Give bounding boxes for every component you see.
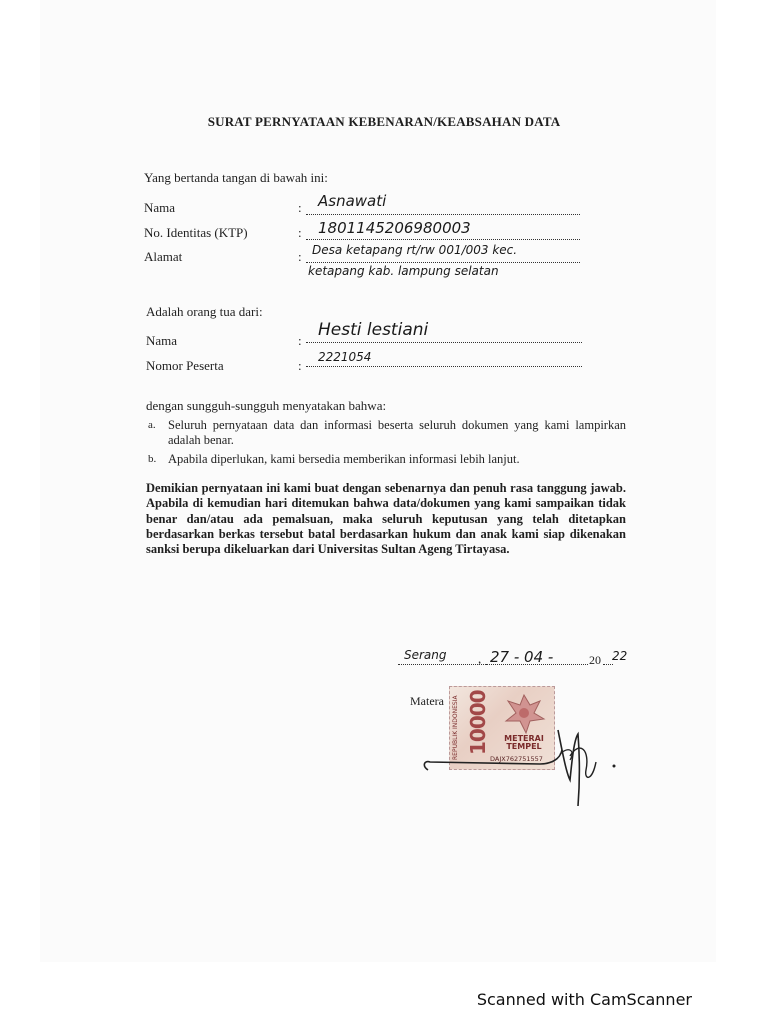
stamp-serial: DAJX762751557 (490, 755, 543, 763)
list-item-text: Apabila diperlukan, kami bersedia memberikan informasi lebih lanjut. (168, 452, 520, 466)
date-year-suffix: 22 (612, 649, 628, 663)
student-number-line (306, 366, 582, 367)
signer-name-line (306, 214, 580, 215)
stamp-kind-line1: METERAI (504, 734, 544, 743)
signer-name-label: Nama (144, 200, 176, 215)
signer-id-line (306, 239, 580, 240)
list-item (148, 452, 626, 467)
colon: : (298, 249, 302, 264)
date-daymonth-value: 27 - 04 - (490, 648, 554, 666)
student-name-line (306, 342, 582, 343)
student-number-label: Nomor Peserta (146, 358, 224, 373)
camscanner-watermark: Scanned with CamScanner (476, 990, 692, 1009)
stamp-label: Matera (410, 694, 444, 708)
stamp-value: 10000 (466, 690, 490, 755)
colon: : (298, 358, 302, 373)
signer-address-value-line2: ketapang kab. lampung selatan (308, 264, 499, 278)
colon: : (298, 200, 302, 215)
stamp-kind-line2: TEMPEL (506, 742, 542, 751)
signature-image (420, 700, 620, 810)
parent-of-text: Adalah orang tua dari: (146, 304, 263, 319)
date-year-prefix: 20 (589, 653, 601, 667)
colon: : (298, 225, 302, 240)
student-name-label: Nama (146, 333, 178, 348)
list-marker: a. (148, 419, 156, 431)
stamp-country: REPUBLIK INDONESIA (452, 695, 459, 761)
intro-text: Yang bertanda tangan di bawah ini: (144, 170, 328, 185)
list-marker: b. (148, 453, 157, 465)
signer-address-line (306, 262, 580, 263)
student-number-value: 2221054 (318, 350, 372, 364)
date-comma: , (478, 651, 482, 666)
colon: : (298, 333, 302, 348)
list-item (148, 418, 626, 448)
signer-id-value: 1801145206980003 (318, 219, 471, 237)
declaration-paragraph: Demikian pernyataan ini kami buat dengan sebenarnya dan penuh rasa tanggung jawab. Apabila di kemudian hari ditemukan bahwa data/dokumen yang kami sampaikan tidak benar dan/atau ada pemalsuan, maka seluruh keputusan yang telah ditetapkan berdasarkan berkas tersebut batal berdasarkan hukum dan anak kami siap dikenakan sanksi berupa dikeluarkan dari Universitas Sultan Ageng Tirtayasa. (146, 481, 626, 557)
signer-name-value: Asnawati (318, 192, 387, 210)
date-place-value: Serang (404, 648, 447, 662)
signer-id-label: No. Identitas (KTP) (144, 225, 248, 240)
signer-address-label: Alamat (144, 249, 183, 264)
date-year-line (603, 664, 613, 665)
student-name-value: Hesti lestiani (318, 320, 429, 340)
list-item-text: Seluruh pernyataan data dan informasi beserta seluruh dokumen yang kami lampirkan adalah benar. (168, 418, 626, 447)
statement-intro: dengan sungguh-sungguh menyatakan bahwa: (146, 398, 387, 413)
signer-address-value-line1: Desa ketapang rt/rw 001/003 kec. (312, 243, 518, 257)
document-title: SURAT PERNYATAAN KEBENARAN/KEABSAHAN DATA (207, 114, 561, 129)
